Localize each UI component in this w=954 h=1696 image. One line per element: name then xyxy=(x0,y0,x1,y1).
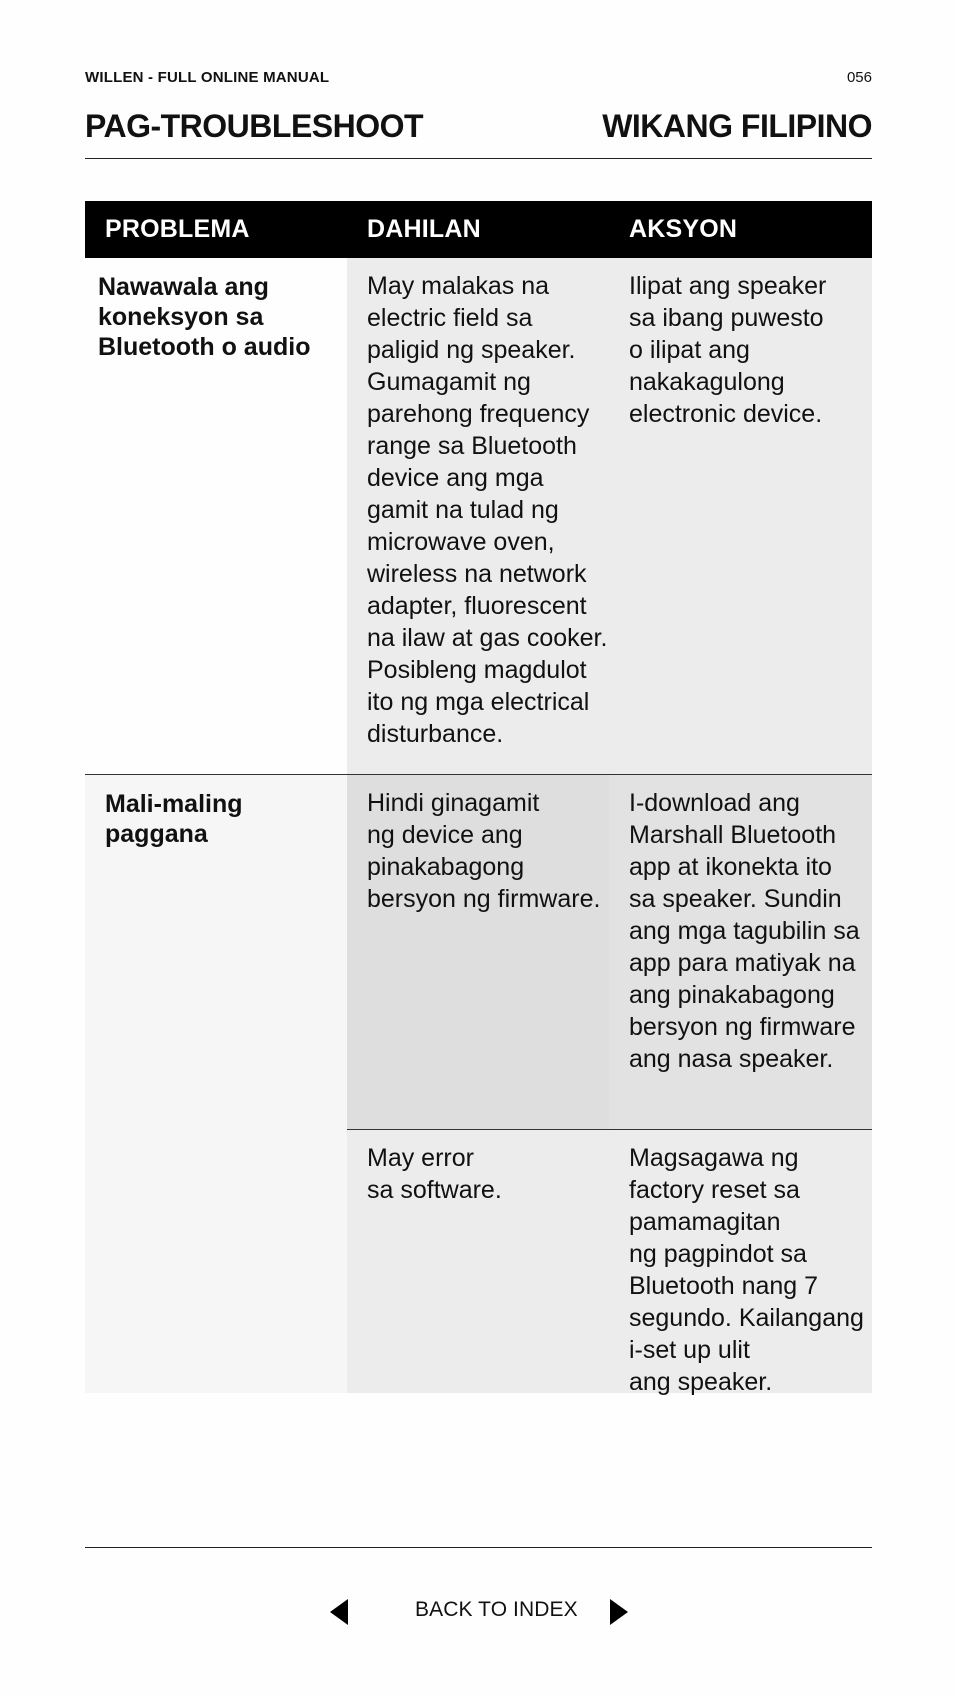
action-cell: Ilipat ang speaker sa ibang puwesto o ilipat ang nakakagulong electronic device. xyxy=(609,258,872,774)
action-cell: Magsagawa ng factory reset sa pamamagitan ng pagpindot sa Bluetooth nang 7 segundo. Kailangang i-set up ulit ang speaker. xyxy=(629,1144,864,1396)
cause-cell: May malakas na electric field sa paligid ng speaker. Gumagamit ng parehong frequency range sa Bluetooth device ang mga gamit na tulad ng microwave oven, wireless na network adapter, fluorescent na ilaw at gas cooker. Posibleng magdulot ito ng mga electrical disturbance. xyxy=(347,258,609,774)
footer-nav xyxy=(0,1596,954,1626)
table-header xyxy=(85,201,872,258)
troubleshooting-table xyxy=(85,201,872,1396)
language-title: WIKANG FILIPINO xyxy=(602,108,872,144)
triangle-left-icon[interactable] xyxy=(330,1599,348,1625)
cause-cell: Hindi ginagamit ng device ang pinakabagong bersyon ng firmware. xyxy=(347,775,609,1129)
table-subrow xyxy=(347,1130,872,1396)
table-row xyxy=(85,775,872,1396)
table-row xyxy=(85,258,872,775)
footer-divider xyxy=(85,1547,872,1548)
problem-cell: Nawawala ang koneksyon sa Bluetooth o audio xyxy=(85,258,347,774)
header-action: AKSYON xyxy=(629,215,738,243)
problem-cell: Mali-maling paggana xyxy=(85,775,347,1393)
action-cell: I-download ang Marshall Bluetooth app at ikonekta ito sa speaker. Sundin ang mga tagubilin sa app para matiyak na ang pinakabagong bersyon ng firmware ang nasa speaker. xyxy=(609,775,872,1129)
header-divider xyxy=(85,158,872,159)
triangle-right-icon[interactable] xyxy=(610,1599,628,1625)
cause-cell: May error sa software. xyxy=(367,1144,502,1204)
page-number: 056 xyxy=(846,69,872,86)
back-to-index-link[interactable]: BACK TO INDEX xyxy=(415,1598,578,1621)
table-subrow xyxy=(347,775,872,1130)
header-problem: PROBLEMA xyxy=(105,215,250,243)
header-cause: DAHILAN xyxy=(367,215,481,243)
manual-title: WILLEN - FULL ONLINE MANUAL xyxy=(85,69,330,86)
section-title: PAG-TROUBLESHOOT xyxy=(85,108,424,144)
cause-group xyxy=(347,775,872,1396)
